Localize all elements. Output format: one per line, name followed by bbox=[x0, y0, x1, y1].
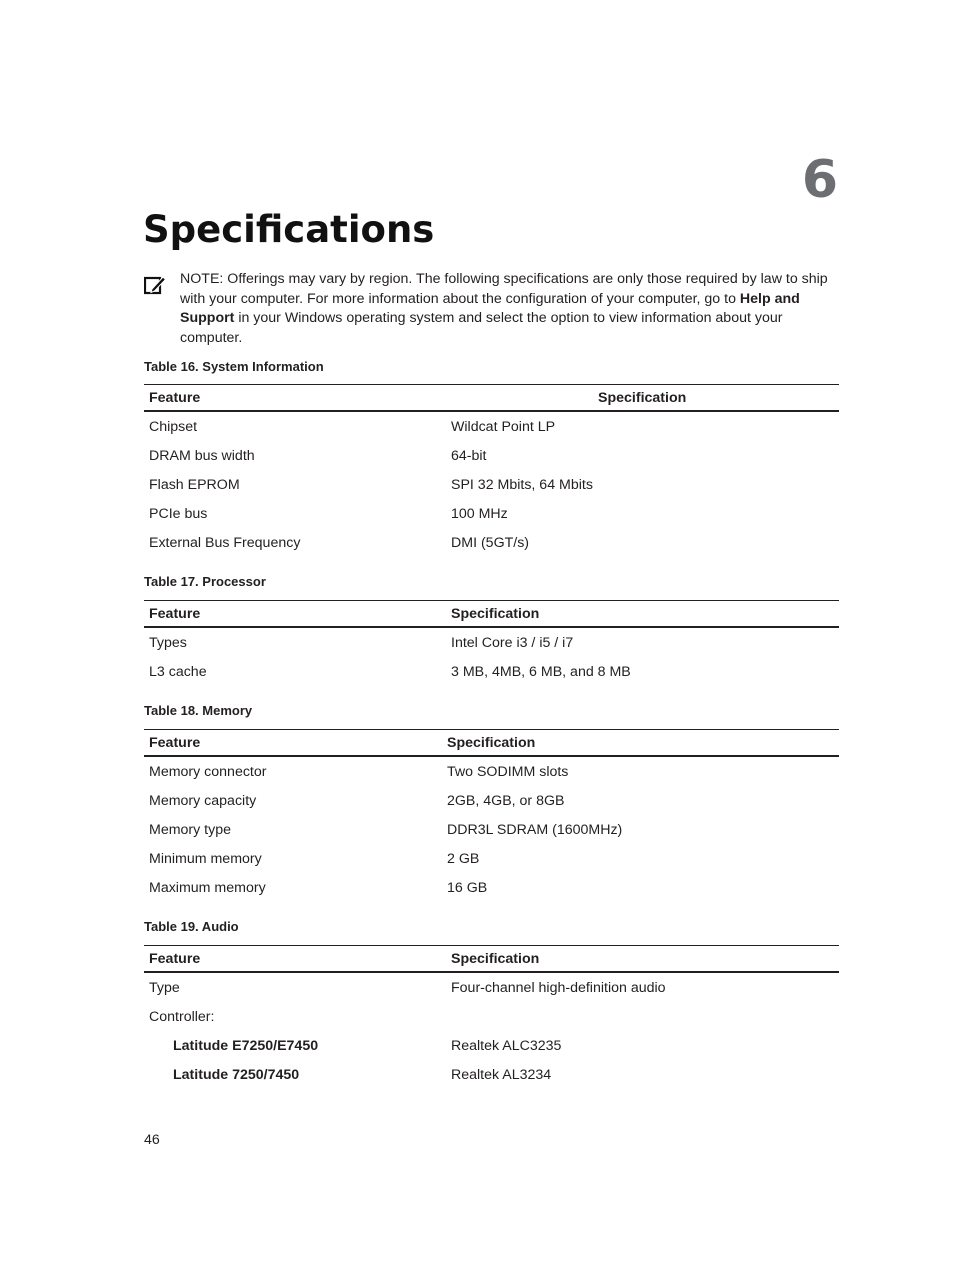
note-pencil-icon bbox=[144, 274, 166, 296]
table-row bbox=[144, 627, 839, 657]
specification-cell: DDR3L SDRAM (1600MHz) bbox=[447, 821, 623, 838]
system-information-table bbox=[144, 384, 839, 557]
specification-cell: Realtek ALC3235 bbox=[451, 1037, 562, 1054]
column-header-specification: Specification bbox=[442, 730, 839, 757]
feature-cell: External Bus Frequency bbox=[149, 534, 301, 551]
note-body-1: Offerings may vary by region. The following specifications are only those required by law to ship with your computer. For more information about the configuration of your computer, go to bbox=[180, 271, 828, 307]
note-label: NOTE: bbox=[180, 271, 224, 287]
feature-cell: Latitude 7250/7450 bbox=[173, 1066, 300, 1083]
processor-table bbox=[144, 600, 839, 686]
column-header-feature: Feature bbox=[144, 601, 446, 628]
column-header-specification: Specification bbox=[446, 601, 839, 628]
page-number: 46 bbox=[144, 1132, 160, 1148]
table-row bbox=[144, 1002, 839, 1031]
column-header-feature: Feature bbox=[144, 385, 446, 412]
column-header-feature: Feature bbox=[144, 730, 442, 757]
feature-cell: Minimum memory bbox=[149, 850, 262, 867]
table-row bbox=[144, 844, 839, 873]
page-title: Specifications bbox=[143, 208, 435, 251]
feature-cell: Latitude E7250/E7450 bbox=[173, 1037, 319, 1054]
feature-cell: PCIe bus bbox=[149, 505, 208, 522]
feature-cell: Controller: bbox=[149, 1008, 215, 1025]
table-caption: Table 17. Processor bbox=[144, 574, 266, 589]
audio-table bbox=[144, 945, 839, 1089]
column-header-specification: Specification bbox=[446, 946, 839, 973]
feature-cell: Maximum memory bbox=[149, 879, 266, 896]
table-row bbox=[144, 1031, 839, 1060]
specification-cell: 2GB, 4GB, or 8GB bbox=[447, 792, 565, 809]
specification-cell: Four-channel high-definition audio bbox=[451, 979, 666, 996]
feature-cell: L3 cache bbox=[149, 663, 207, 680]
table-row bbox=[144, 873, 839, 902]
table-row bbox=[144, 815, 839, 844]
feature-cell: Chipset bbox=[149, 418, 198, 435]
table-row bbox=[144, 786, 839, 815]
specification-cell: Two SODIMM slots bbox=[447, 763, 569, 780]
specification-cell bbox=[446, 1002, 839, 1031]
table-row bbox=[144, 972, 839, 1002]
table-caption: Table 16. System Information bbox=[144, 359, 324, 374]
specification-cell: 2 GB bbox=[447, 850, 480, 867]
table-row bbox=[144, 657, 839, 686]
note-text bbox=[180, 270, 840, 348]
table-row bbox=[144, 528, 839, 557]
feature-cell: Memory connector bbox=[149, 763, 267, 780]
specification-cell: 3 MB, 4MB, 6 MB, and 8 MB bbox=[451, 663, 631, 680]
note-body-2: in your Windows operating system and select the option to view information about your computer. bbox=[180, 310, 783, 346]
feature-cell: Memory capacity bbox=[149, 792, 257, 809]
table-caption: Table 18. Memory bbox=[144, 703, 253, 718]
feature-cell: Types bbox=[149, 634, 187, 651]
specification-cell: 100 MHz bbox=[451, 505, 508, 522]
feature-cell: Memory type bbox=[149, 821, 231, 838]
chapter-number: 6 bbox=[801, 150, 838, 210]
table-caption: Table 19. Audio bbox=[144, 919, 239, 934]
feature-cell: Type bbox=[149, 979, 180, 996]
table-row bbox=[144, 441, 839, 470]
specification-cell: SPI 32 Mbits, 64 Mbits bbox=[451, 476, 593, 493]
table-row bbox=[144, 499, 839, 528]
specification-cell: Wildcat Point LP bbox=[451, 418, 556, 435]
table-row bbox=[144, 411, 839, 441]
table-row bbox=[144, 756, 839, 786]
column-header-specification: Specification bbox=[446, 385, 839, 412]
feature-cell: DRAM bus width bbox=[149, 447, 255, 464]
feature-cell: Flash EPROM bbox=[149, 476, 240, 493]
table-row bbox=[144, 470, 839, 499]
specification-cell: Intel Core i3 / i5 / i7 bbox=[451, 634, 574, 651]
specification-cell: 64-bit bbox=[451, 447, 487, 464]
column-header-feature: Feature bbox=[144, 946, 446, 973]
specification-cell: Realtek AL3234 bbox=[451, 1066, 552, 1083]
table-row bbox=[144, 1060, 839, 1089]
memory-table bbox=[144, 729, 839, 902]
help-and-support-text: Help and Support bbox=[180, 290, 800, 326]
specification-cell: 16 GB bbox=[447, 879, 488, 896]
specification-cell: DMI (5GT/s) bbox=[451, 534, 530, 551]
